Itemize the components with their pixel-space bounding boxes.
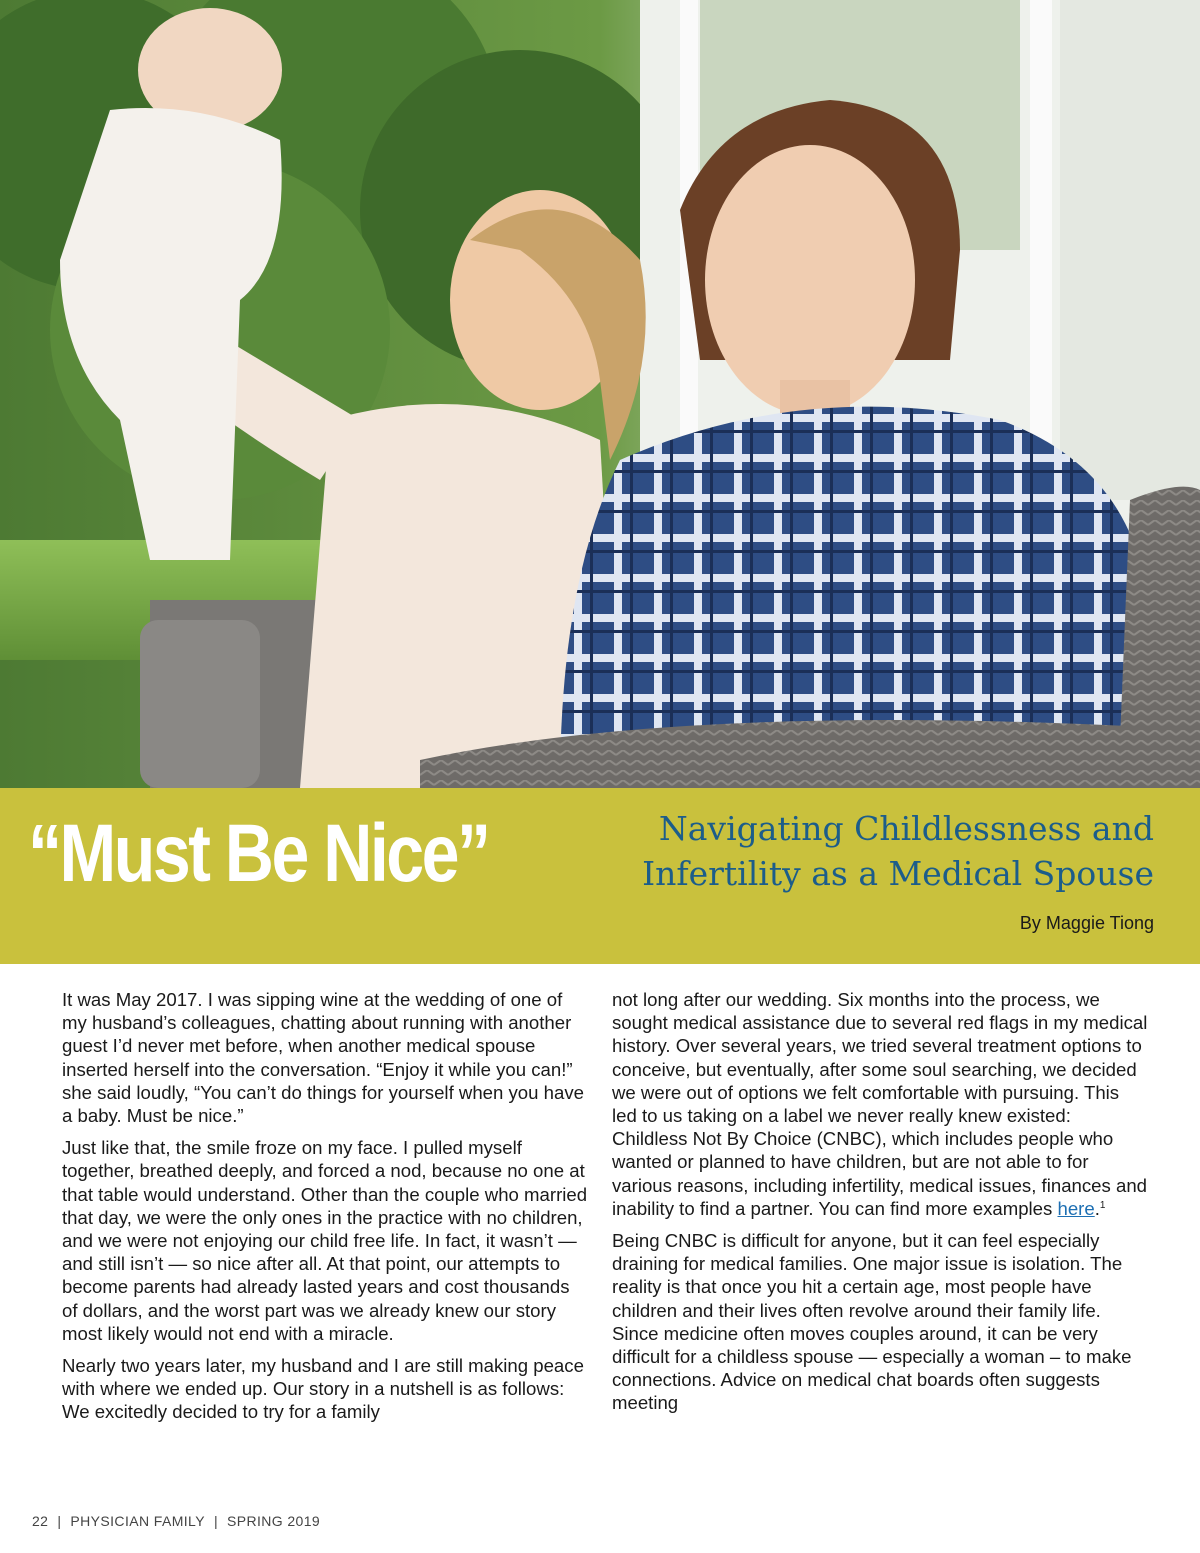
footer-separator: | (57, 1513, 62, 1529)
article-subtitle (534, 806, 1154, 896)
paragraph: It was May 2017. I was sipping wine at the wedding of one of my husband’s colleagues, chatting about running with another guest I’d never met before, when another medical spouse inserted herself into the conversation. “Enjoy it while you can!” she said loudly, “You can’t do things for yourself when you have a baby. Must be nice.” (62, 989, 584, 1127)
paragraph: Nearly two years later, my husband and I are still making peace with where we ended up. Our story in a nutshell is as follows: We excitedly decided to try for a family (62, 1355, 584, 1423)
body-column-left (62, 988, 590, 1433)
article-title: “Must Be Nice” (28, 808, 489, 899)
footnote-marker: 1 (1099, 1199, 1106, 1211)
page-footer (32, 1513, 320, 1529)
paragraph-period: . (1094, 1197, 1100, 1219)
paragraph-with-link (612, 988, 1148, 1220)
subtitle-line-1: Navigating Childlessness and (658, 809, 1154, 848)
publication-name: PHYSICIAN FAMILY (70, 1513, 205, 1529)
body-column-right (612, 988, 1148, 1424)
here-link[interactable]: here (1057, 1197, 1095, 1219)
page-number: 22 (32, 1513, 49, 1529)
issue-name: SPRING 2019 (226, 1513, 321, 1529)
subtitle-line-2: Infertility as a Medical Spouse (642, 854, 1154, 893)
paragraph: Being CNBC is difficult for anyone, but it can feel especially draining for medical families. One major issue is isolation. The reality is that once you hit a certain age, most people have children and their lives often revolve around their family life. Since medicine often moves couples around, it can be very difficult for a childless spouse — especially a woman – to make connections. Advice on medical chat boards often suggests meeting (612, 1230, 1132, 1414)
footer-separator: | (213, 1513, 218, 1529)
paragraph-text: not long after our wedding. Six months into the process, we sought medical assistance due to several red flags in my medical history. Over several years, we tried several treatment options to conceive, but eventually, after some soul searching, we decided we were out of options we felt comfortable with pursuing. This led to us taking on a label we never really knew existed: Childless Not By Choice (CNBC), which includes people who wanted or planned to have children, but are not able to for various reasons, including infertility, medical issues, finances and inability to find a partner. You can find more examples (612, 989, 1148, 1219)
paragraph: Just like that, the smile froze on my face. I pulled myself together, breathed deeply, and forced a nod, because no one at that table would understand. Other than the couple who married that day, we were the only ones in the practice with no children, and we were not enjoying our child free life. In fact, it wasn’t — and still isn’t — so nice after all. At that point, our attempts to become parents had already lasted years and cost thousands of dollars, and the worst part was we already knew our story most likely would not end with a miracle. (62, 1137, 588, 1344)
byline: By Maggie Tiong (1019, 913, 1154, 933)
